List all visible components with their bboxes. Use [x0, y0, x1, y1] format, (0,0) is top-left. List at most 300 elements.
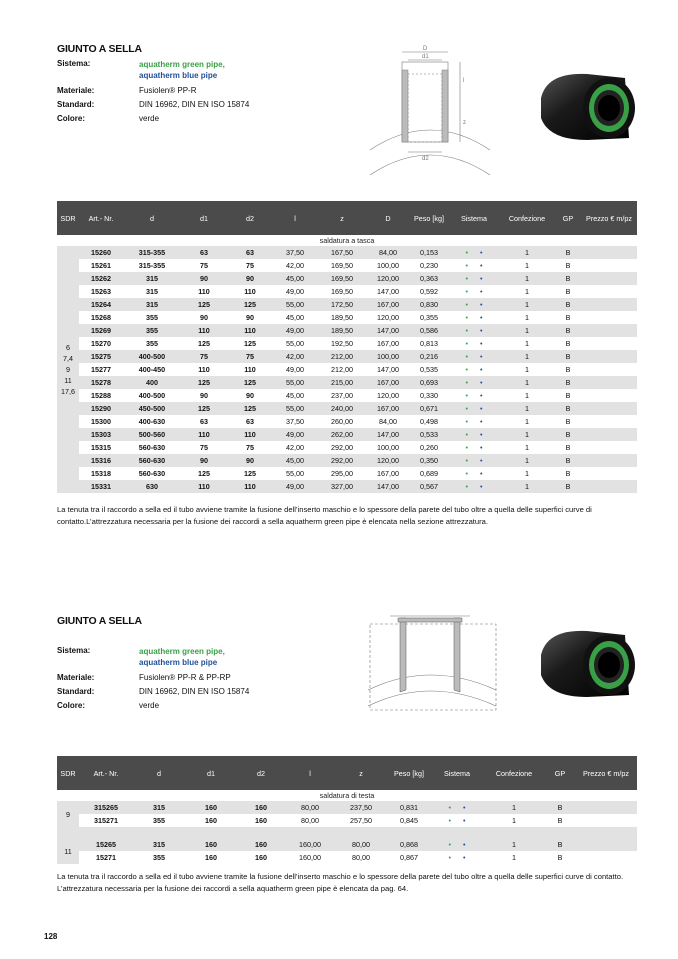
table-cell: 90 [227, 389, 273, 402]
table-header [57, 756, 637, 790]
table-cell: 90 [181, 272, 227, 285]
sistema-blue: aquatherm blue pipe [139, 71, 218, 80]
table-cell: 80,00 [285, 814, 335, 827]
price-cell [575, 801, 637, 814]
table-cell: 315 [123, 272, 181, 285]
green-pipe-dot: • [465, 456, 468, 465]
art-nr-cell: 15318 [79, 467, 123, 480]
table-cell: 1 [483, 801, 545, 814]
table-cell: 1 [499, 415, 555, 428]
blue-pipe-dot: • [463, 803, 466, 812]
sistema-cell [449, 272, 499, 285]
table-cell: 315-355 [123, 246, 181, 259]
table-cell: 110 [181, 324, 227, 337]
table-cell: 160 [237, 838, 285, 851]
green-pipe-dot: • [465, 248, 468, 257]
col-d: d [123, 201, 181, 235]
sdr-cell: 9 [57, 801, 79, 827]
table-cell: 42,00 [273, 441, 317, 454]
table-cell: 110 [227, 428, 273, 441]
art-nr-cell: 15261 [79, 259, 123, 272]
table-cell: 90 [181, 311, 227, 324]
saddle-fitting-photo-2 [537, 625, 637, 705]
table-cell: 75 [181, 350, 227, 363]
col-sistema: Sistema [449, 201, 499, 235]
subheader-row [57, 235, 637, 246]
standard-value: DIN 16962, DIN EN ISO 15874 [139, 100, 250, 109]
table-cell: 0,813 [409, 337, 449, 350]
table-row [57, 350, 637, 363]
price-cell [581, 415, 637, 428]
table-cell: 0,363 [409, 272, 449, 285]
table-row [57, 814, 637, 827]
sistema-cell [449, 402, 499, 415]
green-pipe-dot: • [465, 300, 468, 309]
table-cell: B [545, 814, 575, 827]
col-z: z [335, 756, 387, 790]
table-cell: 49,00 [273, 428, 317, 441]
table-cell: 295,00 [317, 467, 367, 480]
art-nr-cell: 15260 [79, 246, 123, 259]
table-cell: 90 [227, 454, 273, 467]
sdr-value: 9 [66, 365, 70, 374]
sistema-cell [449, 415, 499, 428]
table-cell: 125 [227, 402, 273, 415]
table-cell: 125 [181, 298, 227, 311]
col-confezione: Confezione [499, 201, 555, 235]
table-cell: 90 [227, 272, 273, 285]
table-cell: 560-630 [123, 441, 181, 454]
art-nr-cell: 15262 [79, 272, 123, 285]
table-cell: 189,50 [317, 324, 367, 337]
table-cell: B [555, 246, 581, 259]
colore-label: Colore: [57, 701, 85, 710]
table-row [57, 415, 637, 428]
col-confezione: Confezione [483, 756, 545, 790]
table-cell: 49,00 [273, 285, 317, 298]
table-cell: B [555, 363, 581, 376]
table-cell: 167,00 [367, 298, 409, 311]
table-cell: 0,845 [387, 814, 431, 827]
table-cell: 292,00 [317, 441, 367, 454]
green-pipe-dot: • [448, 803, 451, 812]
table-cell: 55,00 [273, 298, 317, 311]
art-nr-cell: 15271 [79, 851, 133, 864]
price-cell [581, 337, 637, 350]
table-cell: 147,00 [367, 324, 409, 337]
art-nr-cell: 15315 [79, 441, 123, 454]
table-cell: 169,50 [317, 259, 367, 272]
table-cell: 147,00 [367, 428, 409, 441]
table-cell: B [555, 337, 581, 350]
art-nr-cell: 315265 [79, 801, 133, 814]
art-nr-cell: 15268 [79, 311, 123, 324]
green-pipe-dot: • [448, 840, 451, 849]
blue-pipe-dot: • [480, 274, 483, 283]
sistema-cell [431, 838, 483, 851]
table-cell: 63 [227, 415, 273, 428]
blue-pipe-dot: • [480, 456, 483, 465]
table-cell: 315 [133, 838, 185, 851]
table-cell: 75 [227, 441, 273, 454]
col-d1: d1 [181, 201, 227, 235]
table-cell: 240,00 [317, 402, 367, 415]
product-properties [57, 57, 357, 127]
art-nr-cell: 15263 [79, 285, 123, 298]
table-cell: 80,00 [335, 838, 387, 851]
table-row [57, 246, 637, 259]
diagram-label-z: z [463, 120, 466, 126]
price-cell [581, 272, 637, 285]
table-cell: 189,50 [317, 311, 367, 324]
price-cell [581, 454, 637, 467]
table-cell: 37,50 [273, 415, 317, 428]
colore-value: verde [139, 114, 160, 123]
table-cell: 125 [227, 337, 273, 350]
table-cell: 160 [237, 851, 285, 864]
table-cell: 147,00 [367, 285, 409, 298]
price-cell [581, 324, 637, 337]
materiale-label: Materiale: [57, 86, 95, 95]
table-cell: 110 [181, 428, 227, 441]
table-cell: 1 [499, 402, 555, 415]
diagram-label-D: D [423, 46, 428, 52]
table-cell: 0,533 [409, 428, 449, 441]
table-cell: 450-500 [123, 402, 181, 415]
table-cell: 169,50 [317, 285, 367, 298]
table-cell: 400-450 [123, 363, 181, 376]
table-cell: 167,00 [367, 376, 409, 389]
sistema-cell [449, 298, 499, 311]
blue-pipe-dot: • [480, 326, 483, 335]
table-cell: B [555, 350, 581, 363]
col-art: Art.- Nr. [79, 756, 133, 790]
spacer-cell [57, 827, 637, 838]
col-sdr: SDR [57, 201, 79, 235]
table-row [57, 376, 637, 389]
table-cell: B [545, 801, 575, 814]
sistema-cell [449, 259, 499, 272]
table-cell: 400-500 [123, 389, 181, 402]
table-cell: 63 [181, 246, 227, 259]
table-cell: 400-500 [123, 350, 181, 363]
table-cell: 355 [123, 337, 181, 350]
green-pipe-dot: • [448, 816, 451, 825]
table-cell: 1 [499, 285, 555, 298]
table-cell: 1 [499, 376, 555, 389]
table-header [57, 201, 637, 235]
sistema-cell [449, 428, 499, 441]
table-cell: 75 [181, 441, 227, 454]
table-cell: 45,00 [273, 389, 317, 402]
price-cell [581, 363, 637, 376]
sistema-cell [449, 467, 499, 480]
sistema-cell [449, 454, 499, 467]
table-cell: 0,830 [409, 298, 449, 311]
price-cell [575, 838, 637, 851]
table-row [57, 272, 637, 285]
col-prezzo: Prezzo € m/pz [581, 201, 637, 235]
table-cell: 55,00 [273, 376, 317, 389]
price-cell [581, 402, 637, 415]
blue-pipe-dot: • [480, 417, 483, 426]
table-cell: 315 [123, 285, 181, 298]
green-pipe-dot: • [465, 352, 468, 361]
col-sdr: SDR [57, 756, 79, 790]
green-pipe-dot: • [465, 430, 468, 439]
table-cell: 292,00 [317, 454, 367, 467]
table-cell: 120,00 [367, 454, 409, 467]
table-cell: 110 [227, 285, 273, 298]
table-cell: 400-630 [123, 415, 181, 428]
materiale-label: Materiale: [57, 673, 95, 682]
art-nr-cell: 15275 [79, 350, 123, 363]
art-nr-cell: 15288 [79, 389, 123, 402]
table-cell: 110 [227, 363, 273, 376]
saddle-fitting-photo-1 [537, 68, 637, 148]
product-table [57, 756, 637, 864]
blue-pipe-dot: • [480, 443, 483, 452]
table-cell: 167,00 [367, 467, 409, 480]
materiale-value: Fusiolen® PP-R & PP-RP [139, 673, 231, 682]
table-cell: 327,00 [317, 480, 367, 493]
table-cell: 63 [181, 415, 227, 428]
table-cell: 0,868 [387, 838, 431, 851]
blue-pipe-dot: • [480, 313, 483, 322]
table-row [57, 838, 637, 851]
table-cell: 110 [181, 285, 227, 298]
table-cell: 212,00 [317, 350, 367, 363]
blue-pipe-dot: • [480, 378, 483, 387]
table-cell: B [555, 311, 581, 324]
table-cell: 1 [499, 298, 555, 311]
table-cell: 315 [133, 801, 185, 814]
price-cell [581, 285, 637, 298]
table-cell: 560-630 [123, 454, 181, 467]
sistema-cell [449, 337, 499, 350]
table-cell: 49,00 [273, 480, 317, 493]
table-cell: 0,567 [409, 480, 449, 493]
table-cell: 1 [499, 350, 555, 363]
green-pipe-dot: • [465, 339, 468, 348]
table-cell: 355 [133, 851, 185, 864]
table-cell: 400 [123, 376, 181, 389]
price-cell [581, 428, 637, 441]
table-cell: 45,00 [273, 272, 317, 285]
table-cell: B [555, 428, 581, 441]
table-row [57, 311, 637, 324]
table-cell: 237,50 [335, 801, 387, 814]
spacer-row [57, 827, 637, 838]
table-cell: 42,00 [273, 350, 317, 363]
sistema-cell [449, 441, 499, 454]
green-pipe-dot: • [465, 326, 468, 335]
table-cell: B [555, 415, 581, 428]
table-cell: 147,00 [367, 363, 409, 376]
table-cell: 1 [499, 324, 555, 337]
table-cell: B [545, 838, 575, 851]
table-cell: 0,671 [409, 402, 449, 415]
table-row [57, 324, 637, 337]
table-row [57, 441, 637, 454]
table-cell: 0,592 [409, 285, 449, 298]
sistema-blue: aquatherm blue pipe [139, 658, 218, 667]
table-cell: B [555, 441, 581, 454]
standard-label: Standard: [57, 100, 95, 109]
table-cell: 125 [181, 467, 227, 480]
table-cell: 100,00 [367, 441, 409, 454]
table-cell: 169,50 [317, 272, 367, 285]
sistema-cell [449, 389, 499, 402]
table-cell: 125 [181, 337, 227, 350]
table-cell: 315 [123, 298, 181, 311]
technical-drawing-2 [360, 610, 510, 720]
price-cell [581, 467, 637, 480]
table-cell: 100,00 [367, 350, 409, 363]
table-cell: 0,153 [409, 246, 449, 259]
col-gp: GP [545, 756, 575, 790]
green-pipe-dot: • [448, 853, 451, 862]
sdr-value: 7,4 [63, 354, 73, 363]
table-cell: 0,867 [387, 851, 431, 864]
sistema-cell [449, 285, 499, 298]
table-cell: 1 [499, 259, 555, 272]
subheader-row [57, 790, 637, 801]
table-cell: 355 [123, 311, 181, 324]
col-l: l [285, 756, 335, 790]
art-nr-cell: 15300 [79, 415, 123, 428]
table-cell: 1 [499, 441, 555, 454]
subheader: saldatura di testa [57, 790, 637, 801]
table-cell: 1 [499, 272, 555, 285]
price-cell [575, 814, 637, 827]
diagram-label-d2: d2 [422, 156, 429, 162]
table-cell: 1 [499, 246, 555, 259]
sistema-cell [431, 851, 483, 864]
sistema-label: Sistema: [57, 59, 91, 68]
table-cell: 125 [227, 467, 273, 480]
price-cell [581, 376, 637, 389]
table-cell: 84,00 [367, 415, 409, 428]
table-cell: 0,230 [409, 259, 449, 272]
blue-pipe-dot: • [480, 391, 483, 400]
table-cell: 100,00 [367, 259, 409, 272]
subheader: saldatura a tasca [57, 235, 637, 246]
col-d1: d1 [185, 756, 237, 790]
table-cell: 630 [123, 480, 181, 493]
table-row [57, 480, 637, 493]
table-cell: B [555, 454, 581, 467]
table-cell: 75 [227, 350, 273, 363]
table-cell: 212,00 [317, 363, 367, 376]
table-cell: 0,689 [409, 467, 449, 480]
blue-pipe-dot: • [480, 248, 483, 257]
sdr-value: 11 [64, 376, 72, 385]
table-cell: 160,00 [285, 838, 335, 851]
table-cell: 84,00 [367, 246, 409, 259]
footnote: La tenuta tra il raccordo a sella ed il tubo avviene tramite la fusione dell’inserto maschio e lo spessore della parete del tubo oltre a quella delle superfici curve di contatto.L’attrezzatura necessaria per la fusione dei raccordi a sella aquatherm green pipe è elencata nella sezione attrezzatura. [57, 505, 592, 526]
green-pipe-dot: • [465, 261, 468, 270]
section-title: GIUNTO A SELLA [57, 43, 142, 55]
table-cell: 0,498 [409, 415, 449, 428]
table-cell: 55,00 [273, 467, 317, 480]
table-cell: 160 [185, 851, 237, 864]
blue-pipe-dot: • [480, 482, 483, 491]
blue-pipe-dot: • [463, 853, 466, 862]
sistema-cell [449, 363, 499, 376]
art-nr-cell: 15303 [79, 428, 123, 441]
table-cell: 160 [237, 814, 285, 827]
table-cell: 0,355 [409, 311, 449, 324]
table-cell: 560-630 [123, 467, 181, 480]
table-cell: 120,00 [367, 389, 409, 402]
col-peso: Peso [kg] [387, 756, 431, 790]
table-row [57, 259, 637, 272]
art-nr-cell: 15269 [79, 324, 123, 337]
table-cell: 167,50 [317, 246, 367, 259]
colore-label: Colore: [57, 114, 85, 123]
art-nr-cell: 15270 [79, 337, 123, 350]
col-sistema: Sistema [431, 756, 483, 790]
table-cell: 0,586 [409, 324, 449, 337]
standard-value: DIN 16962, DIN EN ISO 15874 [139, 687, 250, 696]
table-cell: 192,50 [317, 337, 367, 350]
table-cell: 0,330 [409, 389, 449, 402]
table-cell: 63 [227, 246, 273, 259]
sistema-cell [449, 376, 499, 389]
art-nr-cell: 15290 [79, 402, 123, 415]
green-pipe-dot: • [465, 378, 468, 387]
table-cell: 120,00 [367, 311, 409, 324]
table-row [57, 851, 637, 864]
diagram-label-d1: d1 [422, 54, 429, 60]
table-cell: 90 [227, 311, 273, 324]
table-cell: 1 [499, 337, 555, 350]
table-cell: 125 [227, 376, 273, 389]
table-cell: 147,00 [367, 480, 409, 493]
table-cell: 1 [483, 851, 545, 864]
table-cell: 110 [227, 480, 273, 493]
price-cell [581, 259, 637, 272]
table-cell: 75 [181, 259, 227, 272]
col-prezzo: Prezzo € m/pz [575, 756, 637, 790]
table-cell: 167,00 [367, 402, 409, 415]
table-cell: B [555, 389, 581, 402]
green-pipe-dot: • [465, 313, 468, 322]
product-table [57, 201, 637, 493]
art-nr-cell: 15316 [79, 454, 123, 467]
price-cell [581, 298, 637, 311]
table-cell: 160 [185, 801, 237, 814]
sdr-value: 17,6 [61, 387, 75, 396]
sdr-cell [57, 246, 79, 493]
table-row [57, 389, 637, 402]
table-cell: 1 [499, 428, 555, 441]
table-cell: B [555, 259, 581, 272]
col-d: d [133, 756, 185, 790]
table-cell: 55,00 [273, 402, 317, 415]
table-cell: 167,00 [367, 337, 409, 350]
page-number: 128 [44, 932, 58, 941]
materiale-value: Fusiolen® PP-R [139, 86, 197, 95]
sistema-cell [431, 801, 483, 814]
table-cell: 260,00 [317, 415, 367, 428]
table-cell: 172,50 [317, 298, 367, 311]
sdr-value: 6 [66, 343, 70, 352]
green-pipe-dot: • [465, 443, 468, 452]
green-pipe-dot: • [465, 391, 468, 400]
table-cell: 49,00 [273, 324, 317, 337]
